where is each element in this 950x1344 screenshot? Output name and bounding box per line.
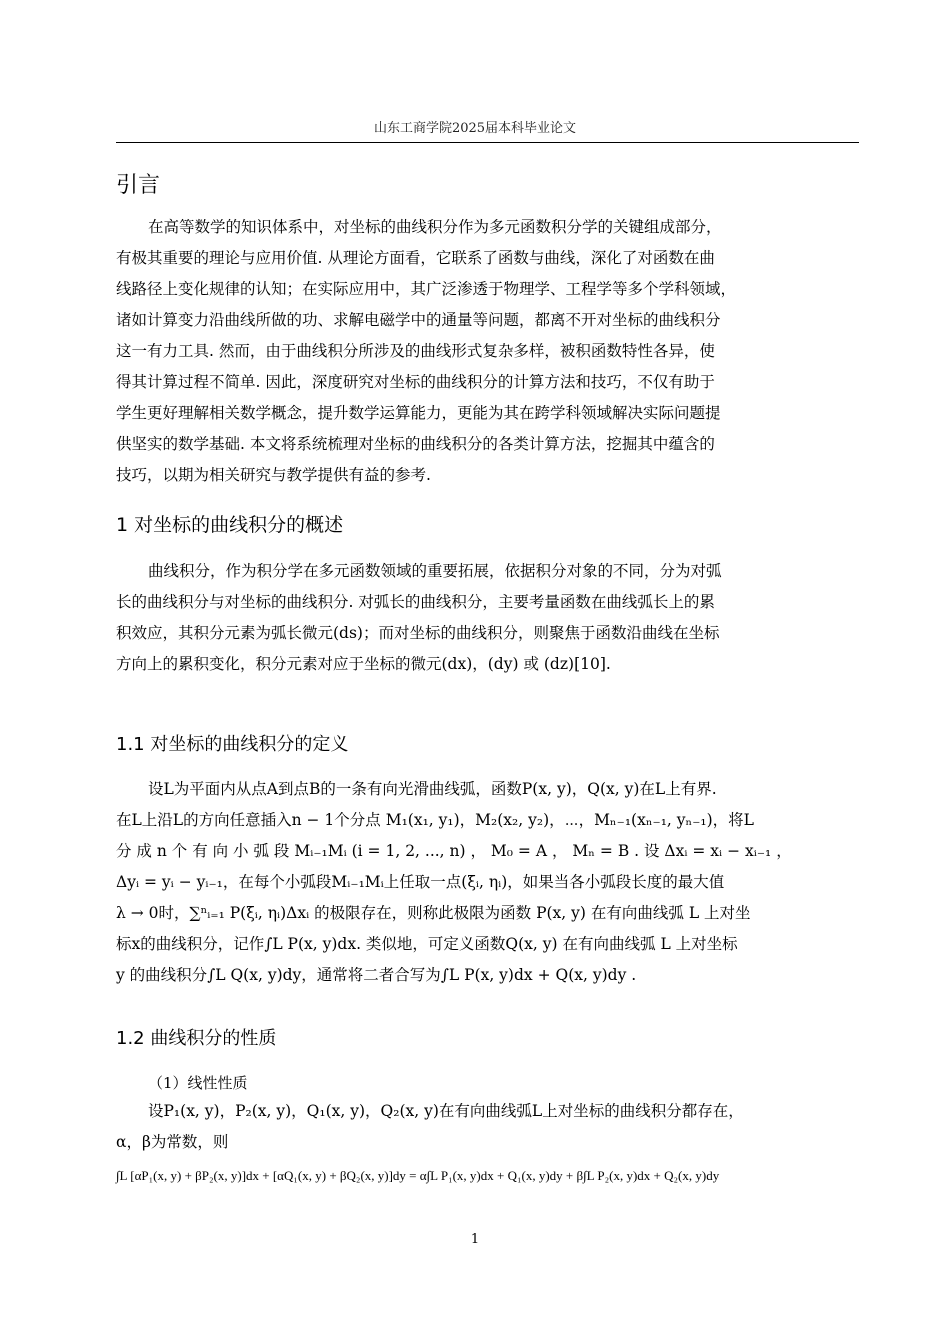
intro-title: 引言 xyxy=(116,173,161,198)
text-line: 这一有力工具. 然而，由于曲线积分所涉及的曲线形式复杂多样，被积函数特性各异，使 xyxy=(116,342,715,360)
linearity-formula: ∫L [αP₁(x, y) + βP₂(x, y)]dx + [αQ₁(x, y) + βQ₂(x, y)]dy = α∫L P₁(x, y)dx + Q₁(x, y)dy + β∫L P₂(x, y)dx + Q₂(x, y)dy xyxy=(116,1168,720,1183)
section-1-heading: 1 对坐标的曲线积分的概述 xyxy=(116,514,344,536)
section-1-paragraph xyxy=(116,556,859,680)
text-line: λ → 0时，∑ⁿᵢ₌₁ P(ξᵢ, ηᵢ)Δxᵢ 的极限存在，则称此极限为函数 P(x, y) 在有向曲线弧 L 上对坐 xyxy=(116,904,751,922)
text-line: 设L为平面内从点A到点B的一条有向光滑曲线弧，函数P(x, y)，Q(x, y)在L上有界. xyxy=(148,780,717,798)
text-line: 线路径上变化规律的认知；在实际应用中，其广泛渗透于物理学、工程学等多个学科领域， xyxy=(116,280,737,298)
property-item-linear: （1）线性性质 xyxy=(148,1074,248,1092)
text-line: 得其计算过程不简单. 因此，深度研究对坐标的曲线积分的计算方法和技巧，不仅有助于 xyxy=(116,373,715,391)
text-line: 分 成 n 个 有 向 小 弧 段 Mᵢ₋₁Mᵢ (i = 1, 2, ..., n) ， M₀ = A ， Mₙ = B . 设 Δxᵢ = xᵢ − xᵢ₋₁ ， xyxy=(116,842,792,860)
text-line: α，β为常数，则 xyxy=(116,1133,229,1151)
text-line: Δyᵢ = yᵢ − yᵢ₋₁，在每个小弧段Mᵢ₋₁Mᵢ上任取一点(ξᵢ, ηᵢ)，如果当各小弧段长度的最大值 xyxy=(116,873,725,891)
text-line: y 的曲线积分∫L Q(x, y)dy，通常将二者合写为∫L P(x, y)dx + Q(x, y)dy . xyxy=(116,966,637,984)
section-1-1-paragraph xyxy=(116,774,859,991)
text-line: 积效应，其积分元素为弧长微元(ds)；而对坐标的曲线积分，则聚焦于函数沿曲线在坐标 xyxy=(116,624,720,642)
header-rule xyxy=(116,142,859,143)
section-1-2-heading: 1.2 曲线积分的性质 xyxy=(116,1028,277,1049)
text-line: 长的曲线积分与对坐标的曲线积分. 对弧长的曲线积分，主要考量函数在曲线弧长上的累 xyxy=(116,593,715,611)
text-line: 技巧，以期为相关研究与教学提供有益的参考. xyxy=(116,466,431,484)
text-line: 诸如计算变力沿曲线所做的功、求解电磁学中的通量等问题，都离不开对坐标的曲线积分 xyxy=(116,311,721,329)
text-line: 在高等数学的知识体系中，对坐标的曲线积分作为多元函数积分学的关键组成部分， xyxy=(148,218,722,236)
text-line: 曲线积分，作为积分学在多元函数领域的重要拓展，依据积分对象的不同，分为对弧 xyxy=(148,562,722,580)
text-line: 有极其重要的理论与应用价值. 从理论方面看，它联系了函数与曲线，深化了对函数在曲 xyxy=(116,249,715,267)
text-line: 标x的曲线积分，记作∫L P(x, y)dx. 类似地，可定义函数Q(x, y) 在有向曲线弧 L 上对坐标 xyxy=(116,935,738,953)
text-line: 方向上的累积变化，积分元素对应于坐标的微元(dx)，(dy) 或 (dz)[10]. xyxy=(116,655,611,673)
text-line: 在L上沿L的方向任意插入n − 1个分点 M₁(x₁, y₁)，M₂(x₂, y₂)，⋯，Mₙ₋₁(xₙ₋₁, yₙ₋₁)，将L xyxy=(116,811,754,829)
text-line: 设P₁(x, y)，P₂(x, y)，Q₁(x, y)，Q₂(x, y)在有向曲线弧L上对坐标的曲线积分都存在， xyxy=(148,1102,744,1120)
text-line: 供坚实的数学基础. 本文将系统梳理对坐标的曲线积分的各类计算方法，挖掘其中蕴含的 xyxy=(116,435,715,453)
page-number: 1 xyxy=(470,1232,480,1247)
section-1-1-heading: 1.1 对坐标的曲线积分的定义 xyxy=(116,734,349,755)
intro-paragraph xyxy=(116,212,859,491)
running-header: 山东工商学院2025届本科毕业论文 xyxy=(373,121,577,136)
section-1-2-paragraph xyxy=(116,1096,859,1158)
text-line: 学生更好理解相关数学概念，提升数学运算能力，更能为其在跨学科领域解决实际问题提 xyxy=(116,404,721,422)
